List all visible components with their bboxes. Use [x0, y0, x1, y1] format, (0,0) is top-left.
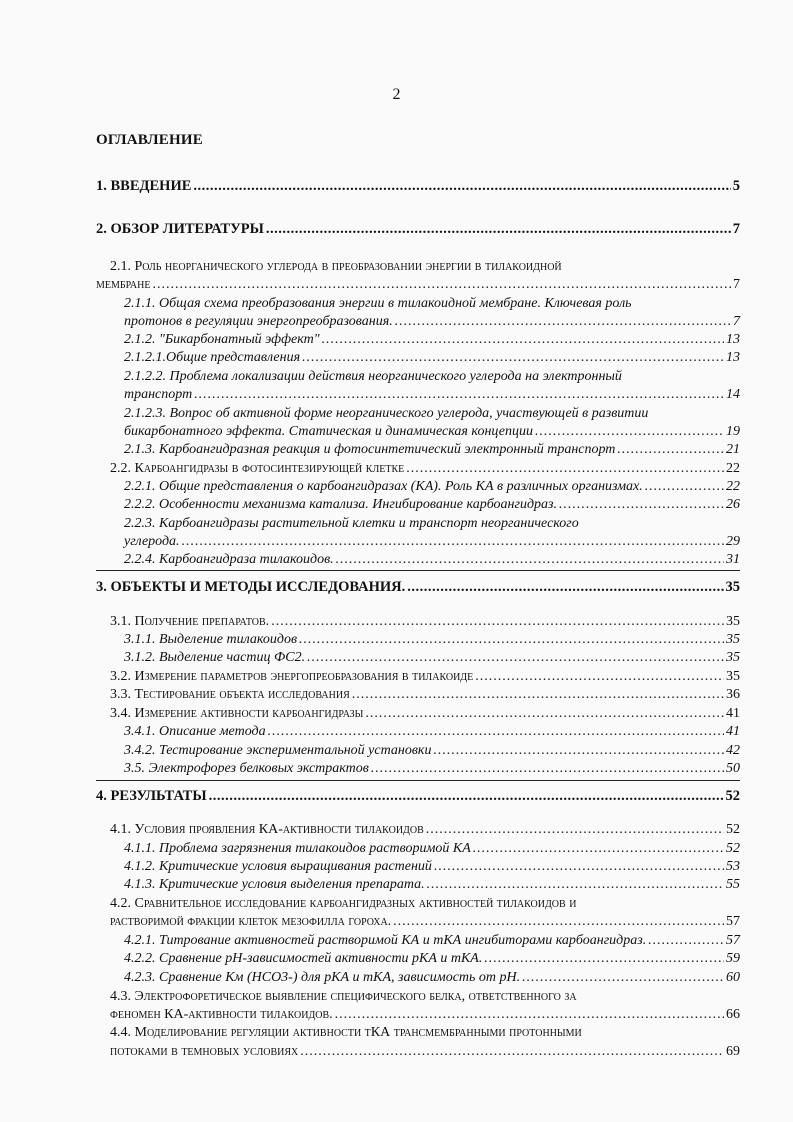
toc-entry-introduction[interactable] [96, 177, 740, 195]
toc-entry-page: 53 [726, 859, 740, 874]
toc-entry-page: 52 [726, 841, 740, 856]
toc-entry-section-3-4[interactable] [110, 705, 740, 723]
toc-entry-page: 66 [726, 1007, 740, 1022]
toc-entry-section-4-4[interactable] [110, 1043, 740, 1061]
toc-entry-subsection-4-2-3[interactable] [124, 969, 740, 987]
toc-entry-title: углерода. [124, 534, 180, 549]
toc-entry-title: транспорт [124, 387, 193, 402]
toc-entry-page: 69 [726, 1044, 740, 1059]
toc-entry-title: 2. ОБЗОР ЛИТЕРАТУРЫ [96, 221, 264, 237]
toc-entry-page: 7 [733, 314, 740, 329]
toc-entry-title-line[interactable]: 4.4. Моделирование регуляции активности тКА трансмембранными протонными [110, 1025, 582, 1040]
toc-entry-results[interactable] [96, 787, 740, 805]
toc-entry-page: 29 [726, 534, 740, 549]
toc-entry-subsection-3-1-2[interactable] [124, 649, 740, 667]
toc-entry-page: 59 [726, 951, 740, 966]
toc-entry-title: 2.2.2. Особенности механизма катализа. Ингибирование карбоангидраз. [124, 497, 558, 512]
toc-entry-subsection-4-1-1[interactable] [124, 840, 740, 858]
toc-entry-title: 4.2.2. Сравнение рН-зависимостей активности рКА и тКА. [124, 951, 483, 966]
toc-entry-page: 42 [726, 743, 740, 758]
toc-entry-page: 35 [726, 614, 740, 629]
toc-entry-title-line[interactable]: 2.1.2.2. Проблема локализации действия неорганического углерода на электронный [124, 369, 622, 384]
toc-entry-title: 4.2.1. Титрование активностей растворимой КА и тКА ингибиторами карбоангидраз. [124, 933, 647, 948]
toc-entry-title-line[interactable]: 2.1. Роль неорганического углерода в преобразовании энергии в тилакоидной [110, 259, 562, 274]
divider [96, 570, 740, 571]
toc-entry-page: 21 [726, 442, 740, 457]
toc-entry-title: 2.2.1. Общие представления о карбоангидразах (КА). Роль КА в различных организмах. [124, 479, 643, 494]
toc-entry-section-2-1[interactable] [96, 276, 740, 294]
toc-entry-title: растворимой фракции клеток мезофилла гороха. [110, 914, 392, 929]
toc-entry-title-line[interactable]: 2.1.2.3. Вопрос об активной форме неорганического углерода, участвующей в развитии [124, 406, 649, 421]
toc-entry-section-3-1[interactable] [110, 613, 740, 631]
page-number: 2 [392, 86, 401, 103]
toc-entry-section-3-5[interactable] [124, 760, 740, 778]
toc-entry-title-line[interactable]: 2.1.1. Общая схема преобразования энергии в тилакоидной мембране. Ключевая роль [124, 296, 632, 311]
toc-entry-title: 2.1.2. "Бикарбонатный эффект" [124, 332, 320, 347]
toc-entry-page: 41 [726, 724, 740, 739]
toc-entry-page: 7 [732, 221, 740, 237]
toc-entry-page: 22 [726, 461, 740, 476]
toc-entry-section-3-2[interactable] [110, 668, 740, 686]
toc-entry-title: 3.2. Измерение параметров энергопреобразования в тилакоиде [110, 669, 474, 684]
toc-entry-title: 3.1.1. Выделение тилакоидов [124, 632, 298, 647]
toc-entry-title: феномен КА-активности тилакоидов. [110, 1007, 333, 1022]
toc-entry-subsection-4-1-2[interactable] [124, 858, 740, 876]
toc-entry-title: 4.1.2. Критические условия выращивания растений [124, 859, 432, 874]
toc-entry-page: 35 [726, 650, 740, 665]
toc-entry-title: 3.5. Электрофорез белковых экстрактов [124, 761, 369, 776]
toc-entry-subsection-2-2-2[interactable] [124, 496, 740, 514]
toc-entry-title: мембране [96, 277, 151, 292]
toc-entry-subsection-2-1-1[interactable] [124, 313, 740, 331]
toc-entry-page: 36 [726, 687, 740, 702]
toc-entry-title: 2.2. Карбоангидразы в фотосинтезирующей клетке [110, 461, 405, 476]
toc-entry-subsection-4-2-1[interactable] [124, 932, 740, 950]
toc-entry-subsection-2-2-1[interactable] [124, 478, 740, 496]
toc-entry-page: 52 [726, 822, 740, 837]
toc-entry-literature-review[interactable] [96, 220, 740, 238]
toc-entry-page: 22 [726, 479, 740, 494]
toc-entry-title: потоками в темновых условиях [110, 1044, 299, 1059]
toc-entry-page: 57 [726, 914, 740, 929]
toc-entry-subsection-2-2-3[interactable] [124, 533, 740, 551]
toc-entry-page: 35 [726, 632, 740, 647]
toc-entry-title: 3. ОБЪЕКТЫ И МЕТОДЫ ИССЛЕДОВАНИЯ. [96, 579, 406, 595]
toc-entry-page: 13 [726, 350, 740, 365]
toc-entry-title: 1. ВВЕДЕНИЕ [96, 178, 192, 194]
toc-entry-subsection-2-2-4[interactable] [124, 551, 740, 569]
toc-entry-title: 3.1.2. Выделение частиц ФС2. [124, 650, 306, 665]
toc-entry-page: 5 [732, 178, 740, 194]
toc-entry-objects-and-methods[interactable] [96, 578, 740, 596]
toc-entry-title: 4.1.3. Критические условия выделения препарата. [124, 877, 425, 892]
toc-entry-section-4-3[interactable] [110, 1006, 740, 1024]
toc-entry-title: 2.1.2.1.Общие представления [124, 350, 301, 365]
toc-entry-page: 52 [725, 788, 740, 804]
toc-entry-page: 26 [726, 497, 740, 512]
toc-entry-section-4-2[interactable] [110, 913, 740, 931]
toc-entry-page: 57 [726, 933, 740, 948]
toc-entry-title: бикарбонатного эффекта. Статическая и динамическая концепции [124, 424, 533, 439]
toc-entry-title-line[interactable]: 4.2. Сравнительное исследование карбоангидразных активностей тилакоидов и [110, 896, 577, 911]
toc-entry-section-4-1[interactable] [110, 821, 740, 839]
toc-entry-page: 41 [726, 706, 740, 721]
toc-entry-page: 35 [726, 669, 740, 684]
toc-entry-page: 31 [726, 552, 740, 567]
toc-entry-title: 3.3. Тестирование объекта исследования [110, 687, 350, 702]
toc-entry-subsection-2-1-3[interactable] [124, 441, 740, 459]
toc-entry-title: 4. РЕЗУЛЬТАТЫ [96, 788, 207, 804]
page-title: ОГЛАВЛЕНИЕ [96, 132, 203, 148]
toc-entry-page: 7 [733, 277, 740, 292]
toc-entry-title: 3.4.1. Описание метода [124, 724, 266, 739]
toc-entry-subsection-2-1-2-3[interactable] [124, 423, 740, 441]
toc-entry-subsection-2-1-2[interactable] [124, 331, 740, 349]
toc-entry-subsection-2-1-2-2[interactable] [124, 386, 740, 404]
toc-entry-title: 3.1. Получение препаратов. [110, 614, 270, 629]
toc-entry-subsection-3-4-2[interactable] [124, 742, 740, 760]
toc-entry-subsection-4-2-2[interactable] [124, 950, 740, 968]
toc-entry-title-line[interactable]: 2.2.3. Карбоангидразы растительной клетки и транспорт неорганического [124, 516, 579, 531]
toc-entry-title: 4.1. Условия проявления КА-активности тилакоидов [110, 822, 424, 837]
toc-entry-title: 2.2.4. Карбоангидраза тилакоидов. [124, 552, 334, 567]
toc-entry-title: 2.1.3. Карбоангидразная реакция и фотосинтетический электронный транспорт [124, 442, 616, 457]
toc-entry-page: 13 [726, 332, 740, 347]
toc-entry-subsection-3-4-1[interactable] [124, 723, 740, 741]
divider [96, 780, 740, 781]
toc-entry-page: 60 [726, 970, 740, 985]
toc-entry-section-3-3[interactable] [110, 686, 740, 704]
toc-entry-page: 14 [726, 387, 740, 402]
toc-entry-title: 3.4. Измерение активности карбоангидразы [110, 706, 364, 721]
toc-entry-title: 3.4.2. Тестирование экспериментальной установки [124, 743, 432, 758]
toc-entry-title: 4.2.3. Сравнение Км (НСО3-) для рКА и тКА, зависимость от рН. [124, 970, 521, 985]
toc-entry-title-line[interactable]: 4.3. Электрофоретическое выявление специфического белка, ответственного за [110, 989, 577, 1004]
toc-entry-page: 50 [726, 761, 740, 776]
toc-entry-page: 35 [725, 579, 740, 595]
toc-entry-subsection-4-1-3[interactable] [124, 876, 740, 894]
toc-entry-page: 19 [726, 424, 740, 439]
toc-entry-subsection-3-1-1[interactable] [124, 631, 740, 649]
toc-entry-subsection-2-1-2-1[interactable] [124, 349, 740, 367]
toc-entry-page: 55 [726, 877, 740, 892]
toc-entry-section-2-2[interactable] [110, 460, 740, 478]
toc-entry-title: протонов в регуляции энергопреобразования. [124, 314, 393, 329]
toc-entry-title: 4.1.1. Проблема загрязнения тилакоидов растворимой КА [124, 841, 471, 856]
